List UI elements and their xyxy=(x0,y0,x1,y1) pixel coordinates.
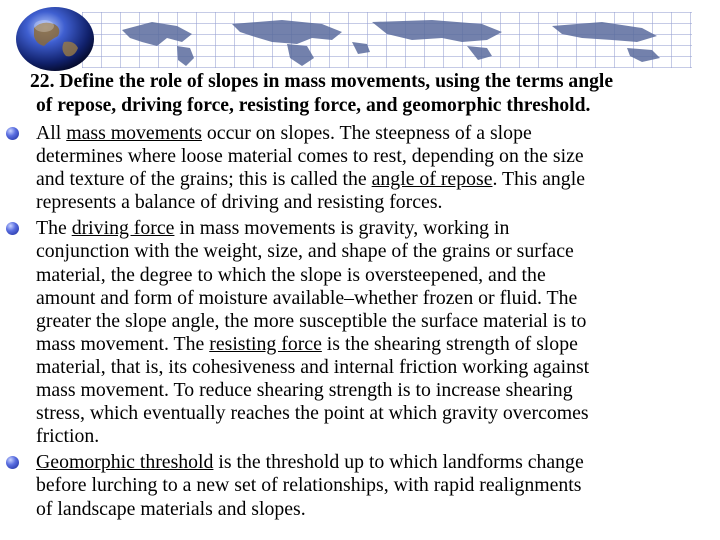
text-run: The xyxy=(36,217,72,240)
text-line xyxy=(36,498,716,521)
text-run: mass movement. To reduce shearing strength is to increase shearing xyxy=(36,379,573,402)
text-run: is the shearing strength of slope xyxy=(321,332,578,355)
key-term: Geomorphic threshold xyxy=(36,451,214,474)
text-line xyxy=(36,425,716,448)
text-run: friction. xyxy=(36,425,100,448)
text-line xyxy=(36,474,716,497)
text-line xyxy=(36,264,716,287)
text-line xyxy=(36,191,716,214)
globe-icon xyxy=(14,6,96,72)
text-run: of landscape materials and slopes. xyxy=(36,497,306,520)
title-line-2: of repose, driving force, resisting force, and geomorphic threshold. xyxy=(36,95,591,116)
text-line xyxy=(36,168,716,191)
text-run: All xyxy=(36,122,67,144)
text-run: mass movement. The xyxy=(36,332,210,355)
bullet-dot-icon xyxy=(6,222,19,235)
page-title xyxy=(30,70,714,118)
key-term: angle of repose xyxy=(371,168,493,191)
key-term: resisting force xyxy=(209,332,322,355)
bullet-item xyxy=(36,217,716,448)
text-line xyxy=(36,287,716,310)
text-run: conjunction with the weight, size, and shape of the grains or surface xyxy=(36,240,574,263)
text-line xyxy=(36,240,716,263)
text-line xyxy=(36,145,716,168)
text-line xyxy=(36,379,716,402)
bullet-item xyxy=(36,122,716,214)
text-run: before lurching to a new set of relationships, with rapid realignments xyxy=(36,474,582,497)
bullet-list xyxy=(36,122,716,524)
bullet-item xyxy=(36,451,716,520)
text-line xyxy=(36,310,716,333)
text-run: material, the degree to which the slope is oversteepened, and the xyxy=(36,263,546,286)
text-run: stress, which eventually reaches the point at which gravity overcomes xyxy=(36,402,589,425)
text-line xyxy=(36,402,716,425)
text-run: . This angle xyxy=(492,168,585,191)
text-line xyxy=(36,217,716,240)
text-run: and texture of the grains; this is called the xyxy=(36,168,372,191)
title-line-1: 22. Define the role of slopes in mass movements, using the terms angle xyxy=(30,71,614,92)
text-run: represents a balance of driving and resisting forces. xyxy=(36,191,443,214)
bullet-dot-icon xyxy=(6,127,19,140)
bullet-dot-icon xyxy=(6,456,19,469)
text-run: in mass movements is gravity, working in xyxy=(174,217,510,240)
text-run: amount and form of moisture available–whether frozen or fluid. The xyxy=(36,286,578,309)
text-run: determines where loose material comes to rest, depending on the size xyxy=(36,145,584,168)
text-run: greater the slope angle, the more susceptible the surface material is to xyxy=(36,309,587,332)
text-line xyxy=(36,451,716,474)
key-term: mass movements xyxy=(66,122,202,144)
text-line xyxy=(36,356,716,379)
text-run: is the threshold up to which landforms change xyxy=(213,451,584,474)
text-line xyxy=(36,122,716,145)
world-map-icon xyxy=(82,12,692,68)
text-line xyxy=(36,333,716,356)
text-run: occur on slopes. The steepness of a slope xyxy=(201,122,532,144)
world-map-graphic xyxy=(82,12,692,68)
header-banner xyxy=(0,0,720,72)
key-term: driving force xyxy=(71,217,175,240)
text-run: material, that is, its cohesiveness and internal friction working against xyxy=(36,355,590,378)
